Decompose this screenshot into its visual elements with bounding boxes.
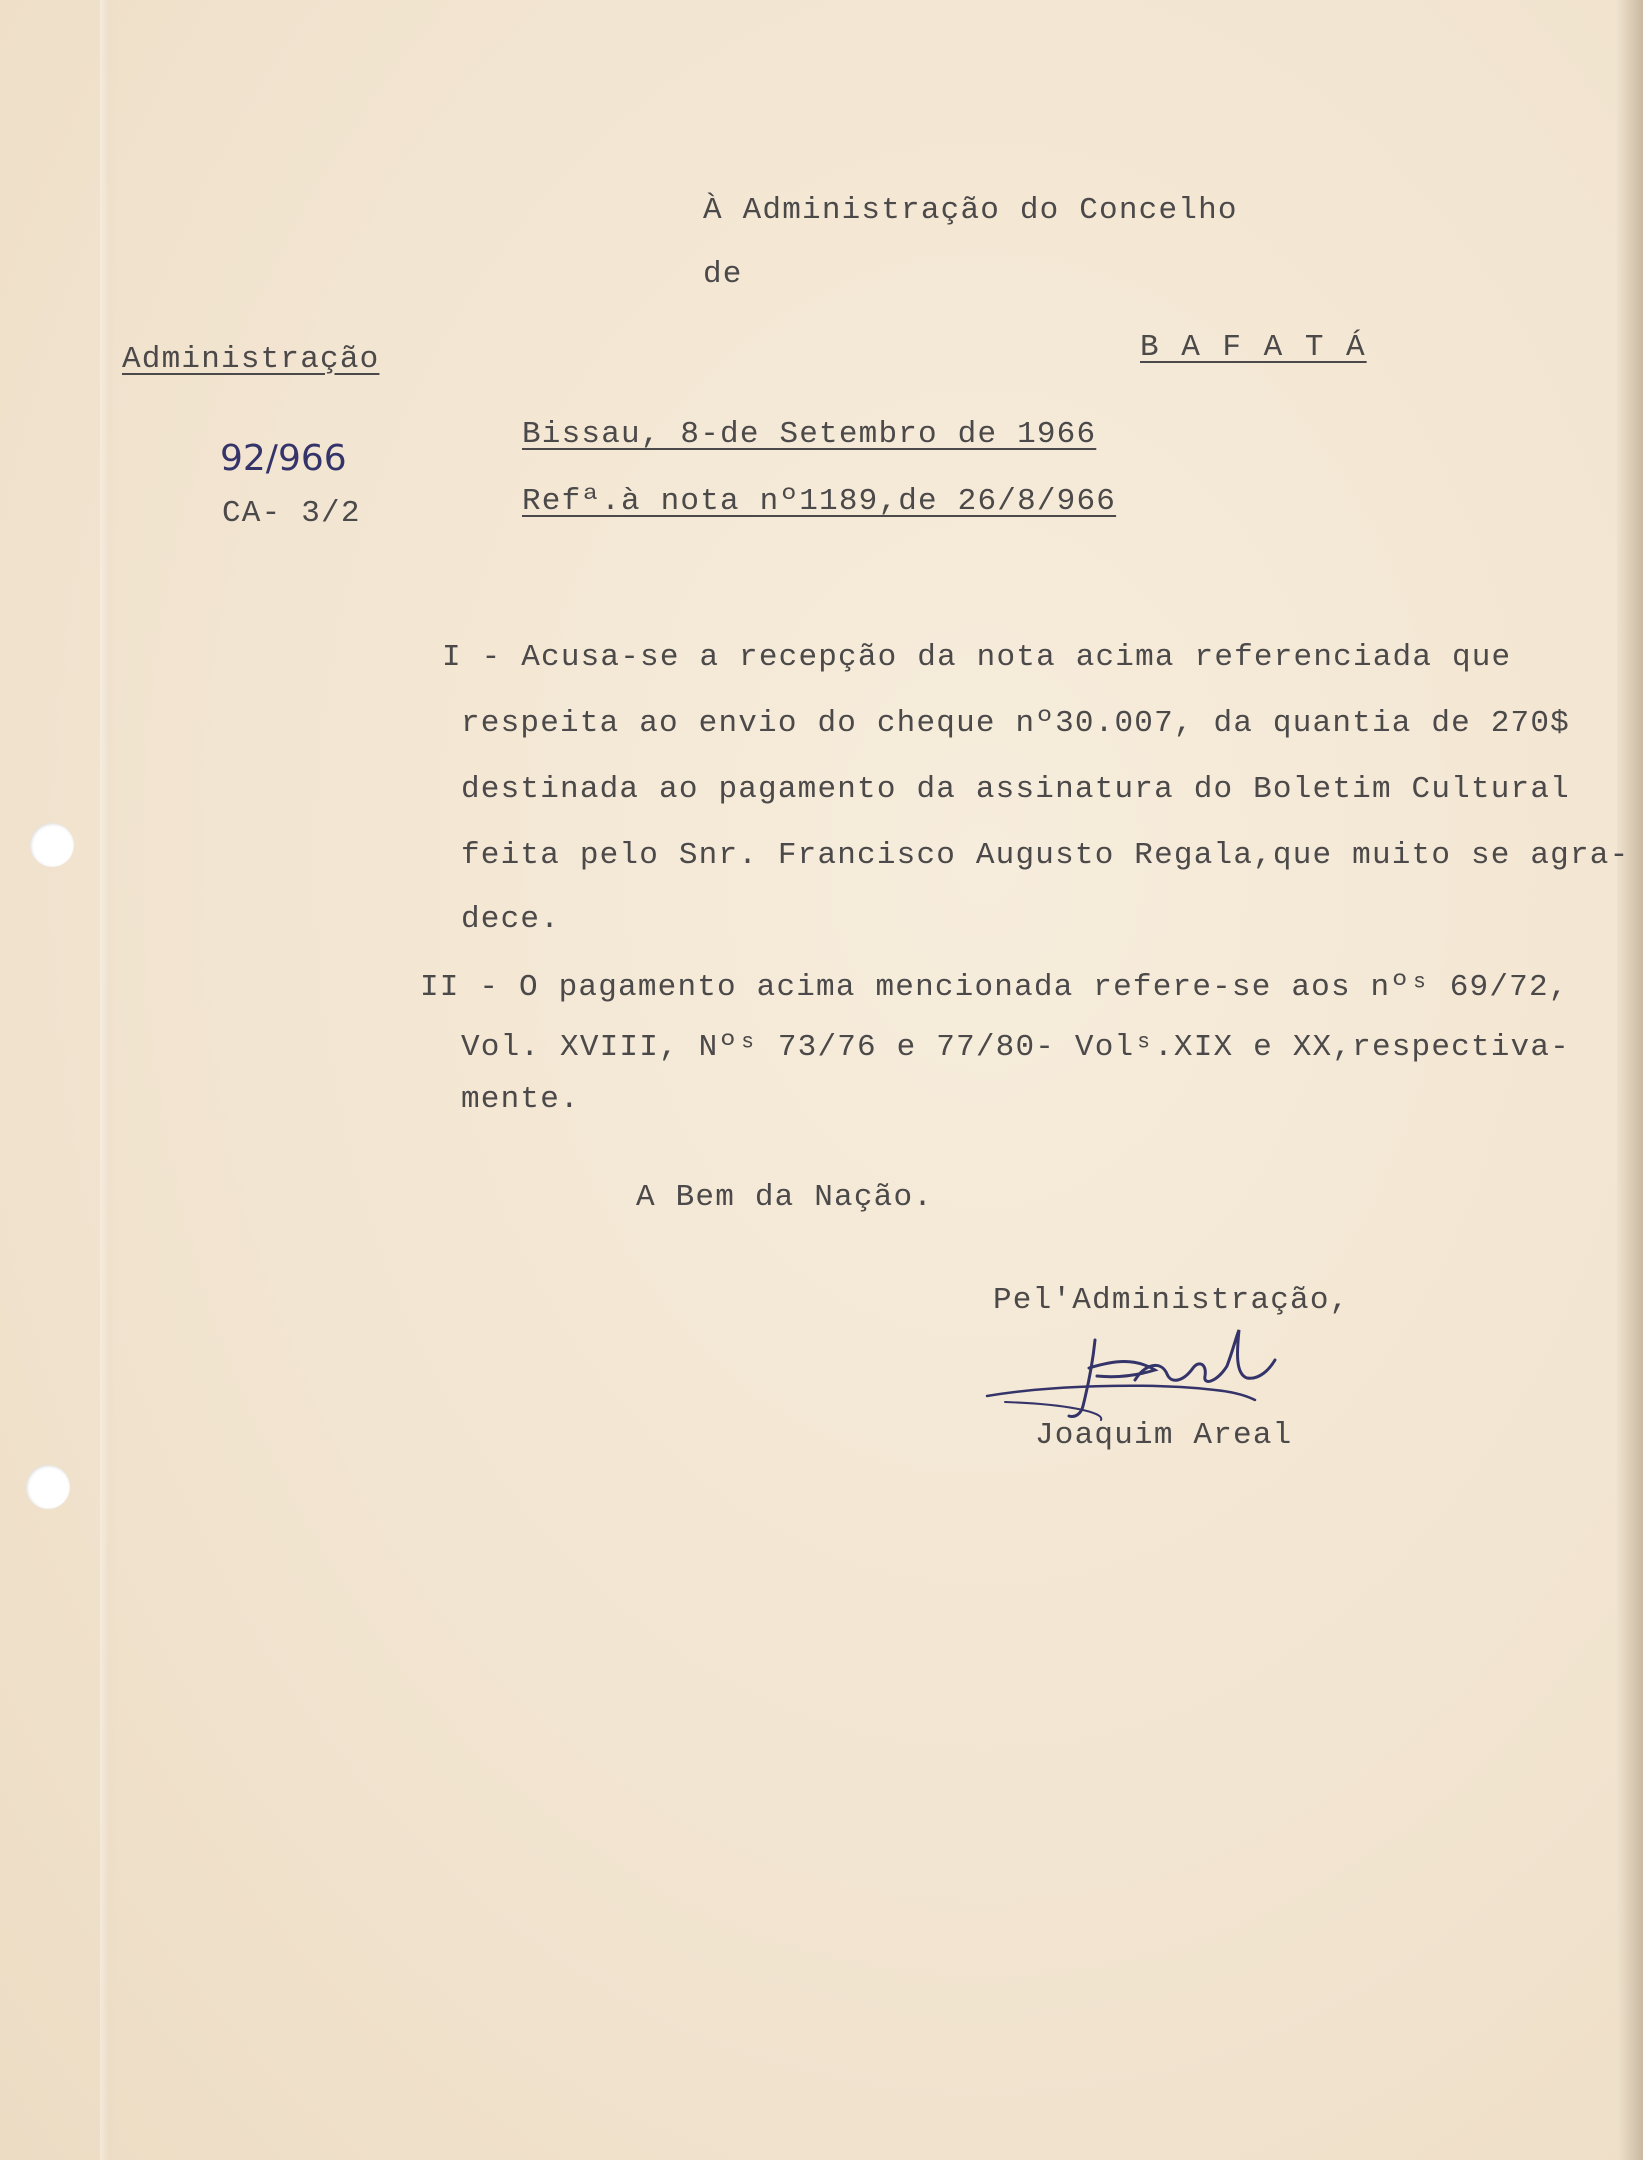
dateline-date: Bissau, 8-de Setembro de 1966 (522, 417, 1097, 452)
punch-hole-top (30, 823, 74, 867)
sender-office: Administração (122, 342, 380, 377)
punch-hole-bottom (26, 1465, 70, 1509)
closing-on-behalf: Pel'Administração, (993, 1283, 1350, 1318)
para2-line-2: Vol. XVIII, Nºˢ 73/76 e 77/80- Volˢ.XIX e XX,respectiva- (461, 1030, 1570, 1065)
dateline-reference: Refª.à nota nº1189,de 26/8/966 (522, 484, 1117, 519)
para1-line-1: I - Acusa-se a recepção da nota acima referenciada que (442, 640, 1512, 675)
para1-line-5: dece. (461, 902, 561, 937)
closing-salutation: A Bem da Nação. (636, 1180, 934, 1215)
para1-line-2: respeita ao envio do cheque nº30.007, da quantia de 270$ (461, 706, 1570, 741)
paper-fold-edge (100, 0, 118, 2160)
paper-right-edge (1617, 0, 1643, 2160)
addressee-place: B A F A T Á (1140, 330, 1367, 365)
handwritten-signature (985, 1320, 1295, 1430)
para1-line-3: destinada ao pagamento da assinatura do Boletim Cultural (461, 772, 1570, 807)
addressee-line-1: À Administração do Concelho (703, 193, 1238, 228)
file-number: 92/966 (220, 438, 347, 479)
addressee-line-2: de (703, 257, 743, 292)
signatory-name: Joaquim Areal (1035, 1418, 1293, 1453)
file-category: CA- 3/2 (222, 496, 361, 531)
para2-line-1: II - O pagamento acima mencionada refere-se aos nºˢ 69/72, (420, 970, 1569, 1005)
para1-line-4: feita pelo Snr. Francisco Augusto Regala,que muito se agra- (461, 838, 1630, 873)
para2-line-3: mente. (461, 1082, 580, 1117)
